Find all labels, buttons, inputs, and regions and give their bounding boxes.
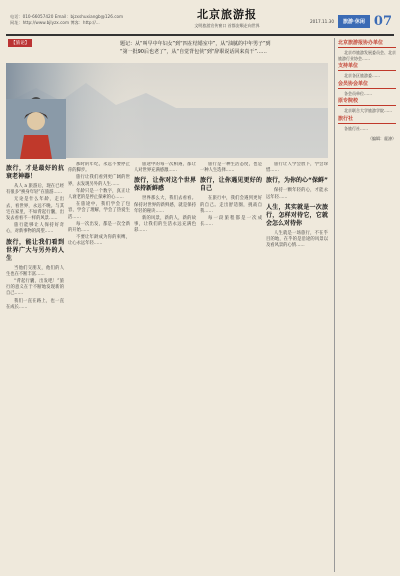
- contact-info: [10, 14, 160, 25]
- page-number: 07: [373, 13, 392, 29]
- sidebar-heading-2: 支持单位: [338, 63, 396, 71]
- article-column-1: 旅行，才是最好的抗衰老神器！ 从人 a 旅游后，现在已经有很多“换身年轻”在旅游…… 无论是什么年龄，走出去，看世界，永远不晚。与其宅在家里，不如背起行囊，出发去看看不一样的风景…… 旅行能够让人保持好奇心，对新事物的渴望…… 旅行，能让我们看到世界广大与另外的人生 当他们交朋友，他们的人生也在不断丰富…… “背起行囊，出发吧！”旅行的意义在于不断地发现新的自己…… 我们一直在路上，也一直在成长……: [6, 165, 64, 310]
- newspaper-subtitle: 文明旅游宣传窗口 首都安顺走向世界: [194, 23, 260, 28]
- sidebar-heading-3: 会员协会单位: [338, 81, 396, 89]
- column-4-subheading-1: 旅行，让你遇见更好的自己: [200, 177, 262, 193]
- deck-line-1: 题记：从“叫早中年妇女”到“四在结婚室中”，从“油腻的中年男子”到: [120, 41, 271, 47]
- issue-date: 2017.11.30: [310, 18, 334, 24]
- column-3-subheading-1: 旅行，让你对这个世界保持新鲜感: [134, 177, 196, 193]
- article-column-2: 那时的年纪，永远不要停止你的脚步。 旅行让我们看到更广阔的世界，去发现另外的人生…… 年龄只是一个数字，真正让人衰老的是停止探索的心…… 在旅途中，我们学会了包容，学会了理解，学会了热爱生活…… 每一次出发，都是一次全新的开始…… 不要让年龄成为你的束缚，让心永远年轻……: [68, 162, 130, 247]
- article-deck: [120, 40, 328, 56]
- masthead: [6, 4, 394, 34]
- deck-line-2: “第一批90后也老了”，从“自觉背包侠”到“辞职说话回来真干”……: [120, 49, 267, 55]
- article-column-3: 旅途中的每一次相遇，都让人对世界充满感激…… 旅行，让你对这个世界保持新鲜感 世界那么大，我们去看看。保持对世界的新鲜感，就是保持年轻的秘诀…… 新的风景，新的人，新的故事，让我们的生活永远充满色彩……: [134, 162, 196, 234]
- header-rule: [6, 34, 394, 36]
- article-column-5: 旅行让人学会放下，学会珍惜…… 旅行，为你的心“保鲜” 保持一颗年轻的心，才能永远年轻…… 人生，其实就是一次旅行，怎样对待它，它就会怎么对待你 人生就是一场旅行，不在乎目的地，在乎的是沿途的风景以及看风景的心情……: [266, 162, 328, 249]
- editor-credit: （编辑：霍渗）: [368, 135, 396, 141]
- newspaper-title: 北京旅游报: [197, 8, 257, 21]
- page-info: [310, 14, 392, 28]
- newspaper-logo: [182, 6, 272, 32]
- sidebar-heading-5: 旅行社: [338, 116, 396, 124]
- column-1-subheading-2: 旅行，能让我们看到世界广大与另外的人生: [6, 238, 64, 262]
- article-tag: 【旅论】: [8, 39, 32, 47]
- column-5-subheading-1: 旅行，为你的心“保鲜”: [266, 177, 328, 185]
- article-column-4: 旅行是一种生活态度，也是一种人生选择…… 旅行，让你遇见更好的自己 在旅行中，我们会遇到更好的自己。走出舒适圈，挑战自我…… 每一段旅程都是一次成长……: [200, 162, 262, 228]
- sidebar-heading-4: 原专院校: [338, 98, 396, 106]
- section-label: 旅游·休闲: [338, 15, 370, 28]
- sidebar-heading-1: 北京旅游报协办单位: [338, 40, 396, 48]
- article-photo: [6, 99, 66, 159]
- contact-line-1: 电话：010-66057420 Email：bjzxshuxiangb@126.com: [10, 14, 124, 19]
- column-5-subheading-2: 人生，其实就是一次旅行，怎样对待它，它就会怎么对待你: [266, 203, 328, 227]
- column-1-subheading-1: 旅行，才是最好的抗衰老神器！: [6, 165, 64, 180]
- contact-line-2: 网址：http://www.bjlyzx.com 博客：http://...: [10, 19, 100, 25]
- sidebar-sponsors: 北京旅游报协办单位 北京市旅游发展委员会、北京旅游行业协会…… 支持单位 北京各区旅游委…… 会员协会单位 各会员单位…… 原专院校 北京联合大学旅游学院…… 旅行社 各旅行社…… （编辑：霍渗）: [334, 38, 396, 572]
